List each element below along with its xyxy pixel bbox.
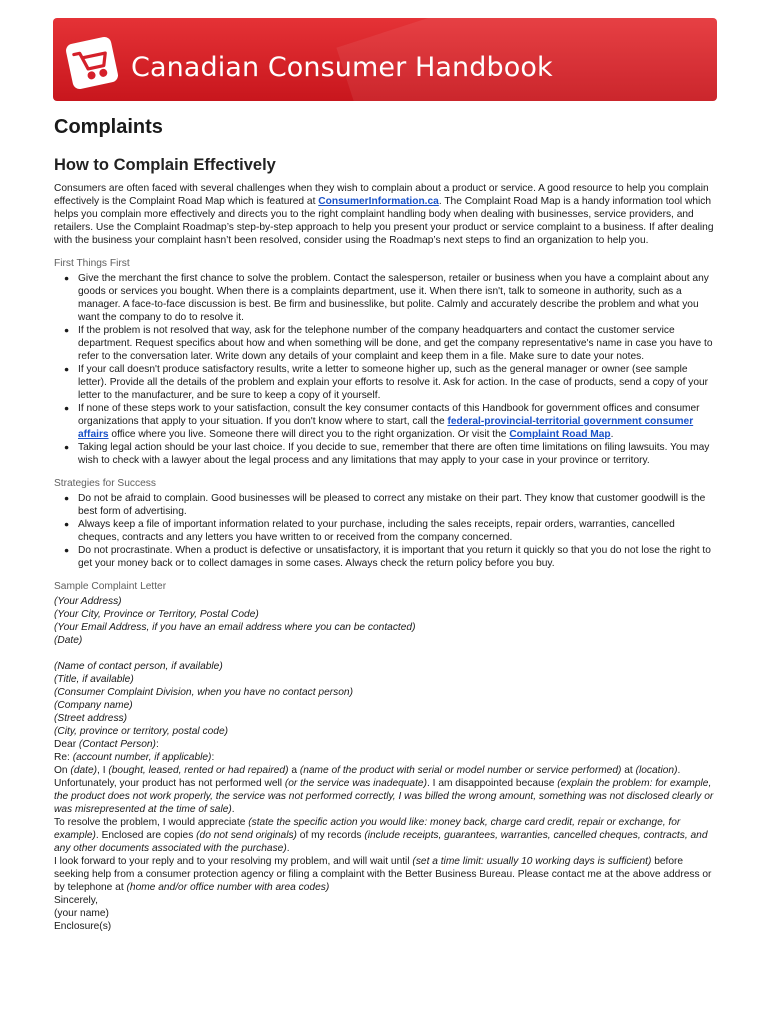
letter-line: (Title, if available) <box>54 674 134 685</box>
letter-line: (Consumer Complaint Division, when you have no contact person) <box>54 687 353 698</box>
strategies-list <box>54 492 717 570</box>
letter-closing: Sincerely, <box>54 895 98 906</box>
letter-paragraph: I look forward to your reply and to your resolving my problem, and will wait until (set a time limit: usually 10 working days is sufficient) before seeking help from a consumer protection agency or filing a complaint with the Better Business Bureau. Please contact me at the above address or by telephone at (home and/or office number with area codes) <box>54 856 712 893</box>
letter-signature: (your name) <box>54 908 109 919</box>
complaint-road-map-link[interactable]: Complaint Road Map <box>509 429 611 440</box>
sample-letter <box>54 595 717 933</box>
letter-reference: Re: (account number, if applicable): <box>54 752 215 763</box>
letter-line: (Your Email Address, if you have an email address where you can be contacted) <box>54 622 416 633</box>
letter-line: (Street address) <box>54 713 128 724</box>
letter-line: (Your Address) <box>54 596 122 607</box>
section-heading: How to Complain Effectively <box>54 156 276 174</box>
letter-paragraph: Unfortunately, your product has not performed well (or the service was inadequate). I am disappointed because (explain the problem: for example, the product does not work properly, the service was not performed correctly, I was billed the wrong amount, something was not disclosed clearly or was misrepresented at the time of sale). <box>54 778 714 815</box>
letter-line: (Date) <box>54 635 83 646</box>
list-item: ● If your call doesn't produce satisfactory results, write a letter to someone higher up, such as the general manager or owner (see sample letter). Provide all the details of the problem and explain your efforts to resolve it. Ask for action. In the case of products, send a copy of your letter to the manufacturer, and be sure to keep a copy of it yourself. <box>78 363 717 402</box>
letter-line: (Name of contact person, if available) <box>54 661 223 672</box>
banner-title: Canadian Consumer Handbook <box>131 52 553 83</box>
first-things-list <box>54 272 717 467</box>
letter-paragraph: To resolve the problem, I would appreciate (state the specific action you would like: money back, charge card credit, repair or exchange, for example). Enclosed are copies (do not send originals) of my records (include receipts, guarantees, warranties, cancelled cheques, contracts, and any other documents associated with the purchase). <box>54 817 708 854</box>
list-item-text: . <box>610 429 614 440</box>
main-content <box>54 110 717 933</box>
letter-line: (Company name) <box>54 700 133 711</box>
header-banner <box>53 18 717 101</box>
letter-paragraph: On (date), I (bought, leased, rented or had repaired) a (name of the product with serial or model number or service performed) at (location). <box>54 765 681 776</box>
letter-salutation: Dear (Contact Person): <box>54 739 159 750</box>
first-things-heading: First Things First <box>54 258 130 269</box>
list-item-text: If none of these steps work to your satisfaction, consult the key consumer contacts of this Handbook for government offices and consumer organizations that apply to your situation. If you don't know where to start, call the <box>78 403 700 427</box>
list-item <box>78 402 717 441</box>
intro-text-1: Consumers are often faced with several challenges when they wish to complain about a product or service. A good resource to help you complain effectively is the Complaint Road Map which is featured at <box>54 183 709 207</box>
spacer <box>54 647 717 660</box>
list-item: ● If the problem is not resolved that way, ask for the telephone number of the company headquarters and contact the customer service department. Request specifics about how and when something will be done, and get the company representative's name in case you have to refer to the conversation later. Write down any details of your complaint and keep them in a file. Make sure to date your notes. <box>78 324 717 363</box>
intro-text-2: . The Complaint Road Map is a handy information tool which helps you complain more effectively and directs you to the right complaint handling body when dealing with businesses, service providers, and retailers. Use the Complaint Roadmap’s step-by-step approach to help you present your product or service complaint to a business. If after dealing with the business your complaint hasn’t been resolved, consider using the Roadmap’s next steps to find an organization to help you. <box>54 196 714 246</box>
list-item: ● Give the merchant the first chance to solve the problem. Contact the salesperson, retailer or business when you have a complaint about any goods or services you bought. When there is a complaints department, use it. When there isn't, talk to someone in authority, such as a manager. A face-to-face discussion is best. Be firm and businesslike, but polite. Calmly and accurately describe the problem and what you want the company to do to resolve it. <box>78 272 717 324</box>
list-item: ● Do not be afraid to complain. Good businesses will be pleased to correct any mistake on their part. They know that customer goodwill is the best form of advertising. <box>78 492 717 518</box>
page-title: Complaints <box>54 116 163 138</box>
list-item: ● Taking legal action should be your last choice. If you decide to sue, remember that there are often time limitations on filing lawsuits. You may wish to check with a lawyer about the legal process and any limitations that may apply to your case in your province or territory. <box>78 441 717 467</box>
list-item: ● Always keep a file of important information related to your purchase, including the sales receipts, repair orders, warranties, cancelled cheques, contracts and any letters you have written to or received from the company concerned. <box>78 518 717 544</box>
list-item: ● Do not procrastinate. When a product is defective or unsatisfactory, it is important that you return it quickly so that you do not lose the right to get your money back or to collect damages in some cases. Always check the return policy before you buy. <box>78 544 717 570</box>
intro-paragraph <box>54 182 717 247</box>
consumer-information-link[interactable]: ConsumerInformation.ca <box>318 196 439 207</box>
letter-line: (City, province or territory, postal code) <box>54 726 228 737</box>
strategies-heading: Strategies for Success <box>54 478 156 489</box>
sample-letter-heading: Sample Complaint Letter <box>54 581 167 592</box>
shopping-cart-logo-icon <box>63 34 123 94</box>
letter-enclosure: Enclosure(s) <box>54 921 112 932</box>
list-item-text: office where you live. Someone there will direct you to the right organization. Or visit the <box>108 429 510 440</box>
government-consumer-affairs-link[interactable]: federal-provincial-territorial government consumer affairs <box>78 416 694 440</box>
letter-line: (Your City, Province or Territory, Postal Code) <box>54 609 259 620</box>
